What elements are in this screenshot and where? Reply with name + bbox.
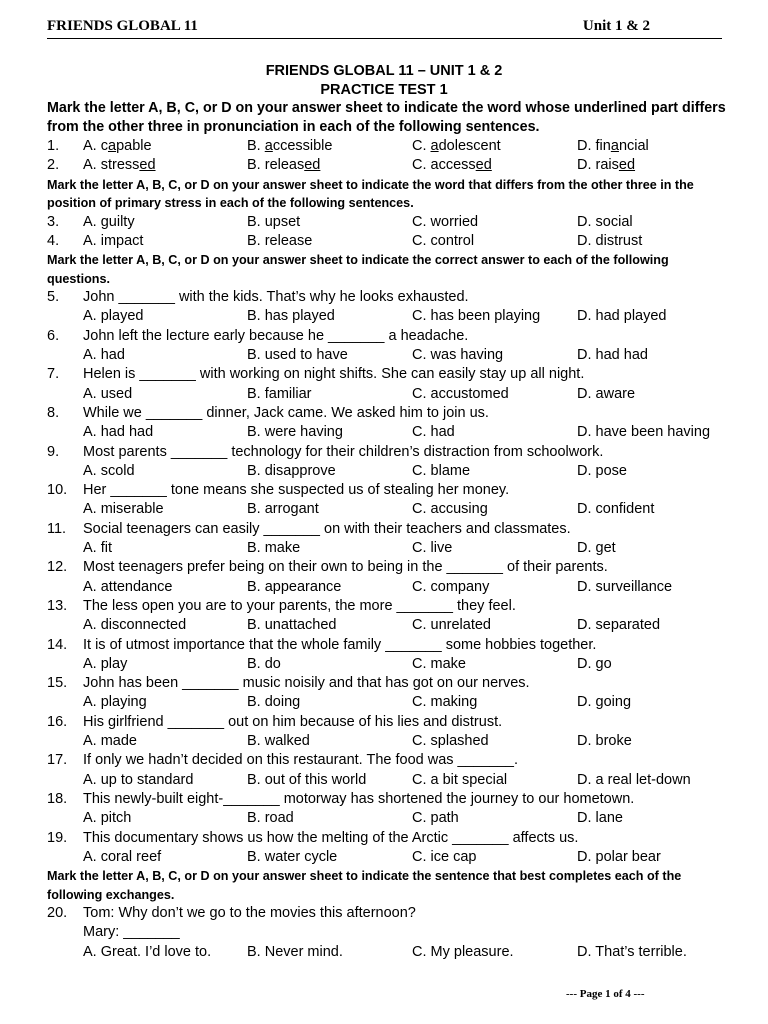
answer-option: B. has played [247, 308, 335, 325]
option-letter: C. [412, 138, 431, 154]
answer-option: C. company [412, 578, 490, 595]
answer-option: C. accusing [412, 501, 488, 518]
answer-option: A. Great. I’d love to. [83, 943, 212, 960]
question-text: While we _______ dinner, Jack came. We asked him to join us. [83, 404, 489, 421]
question-text: His girlfriend _______ out on him because of his lies and distrust. [83, 713, 503, 730]
option-underlined-part: a [430, 138, 439, 154]
option-word-part: dolescent [438, 138, 501, 154]
answer-option: C. accustomed [412, 385, 509, 402]
answer-option: A. played [83, 308, 144, 325]
section-instruction: Mark the letter A, B, C, or D on your answer sheet to indicate the word whose underlined part differs from the other three in pronunciation in each of the following sentences. [47, 100, 726, 135]
answer-options [47, 578, 727, 597]
option-word-part: c [100, 138, 108, 154]
question-number: 18. [47, 790, 68, 807]
option-underlined-part: ed [475, 157, 492, 174]
answer-options [47, 539, 727, 558]
answer-option: C. a bit special [412, 771, 508, 788]
answer-option: B. appearance [247, 578, 342, 595]
answer-option: D. pose [577, 462, 627, 479]
answer-option: D. lane [577, 810, 623, 827]
answer-option: B. do [247, 655, 281, 672]
answer-option: B. used to have [247, 347, 348, 364]
answer-options [47, 943, 727, 962]
answer-options [47, 616, 727, 635]
answer-option: D. broke [577, 733, 632, 750]
answer-option: A. playing [83, 694, 147, 711]
option-word-part: ncial [618, 138, 649, 154]
answer-option: A. coral reef [83, 848, 162, 865]
answer-option: D. a real let-down [577, 771, 691, 788]
answer-options [47, 771, 727, 790]
question-number: 19. [47, 829, 68, 846]
answer-option: A. used [83, 385, 133, 402]
question-text: The less open you are to your parents, the more _______ they feel. [83, 597, 516, 614]
question-text: This documentary shows us how the melting of the Arctic _______ affects us. [83, 829, 579, 846]
answer-option: D. have been having [577, 424, 711, 441]
option-letter: D. [577, 138, 596, 154]
question-number: 8. [47, 404, 60, 421]
answer-options [47, 655, 727, 674]
option-letter: B. [247, 138, 265, 154]
answer-option: D. surveillance [577, 578, 673, 595]
answer-option: C. control [412, 232, 475, 249]
question-text: John _______ with the kids. That’s why he looks exhausted. [83, 289, 469, 306]
option-letter: A. [83, 138, 101, 154]
question-number: 3. [47, 213, 60, 230]
option-word-part: stress [100, 157, 140, 174]
answer-option: B. were having [247, 424, 343, 441]
question-number: 16. [47, 713, 68, 730]
option-word-part: rais [595, 157, 619, 174]
answer-options [47, 693, 727, 712]
answer-option [577, 156, 635, 175]
question-stem [47, 443, 727, 462]
option-word-part: pable [116, 138, 152, 154]
test-title: FRIENDS GLOBAL 11 – UNIT 1 & 2 [265, 63, 503, 79]
question-stem [47, 597, 727, 616]
answer-option: B. disapprove [247, 462, 336, 479]
question-stem [47, 404, 727, 423]
answer-options [47, 307, 727, 326]
answer-option: C. blame [412, 462, 471, 479]
answer-option: A. disconnected [83, 617, 187, 634]
answer-option [247, 137, 332, 156]
question-number: 4. [47, 232, 60, 249]
question-text: John has been _______ music noisily and that has got on our nerves. [83, 675, 530, 692]
answer-option: B. walked [247, 733, 310, 750]
answer-option [412, 137, 501, 156]
question-number: 12. [47, 559, 68, 576]
question-text: If only we hadn’t decided on this restaurant. The food was _______. [83, 752, 519, 769]
question-number: 10. [47, 482, 68, 499]
answer-option: D. had played [577, 308, 667, 325]
question-number: 1. [47, 138, 60, 154]
answer-option: A. pitch [83, 810, 132, 827]
question-text: Most parents _______ technology for their children’s distraction from schoolwork. [83, 443, 604, 460]
option-word-part: fin [595, 138, 611, 154]
question-number: 20. [47, 905, 68, 922]
answer-options [47, 213, 727, 232]
answer-options [47, 156, 727, 175]
answer-option [83, 156, 156, 175]
option-letter: D. [577, 157, 596, 174]
answer-options [47, 385, 727, 404]
section-instruction: Mark the letter A, B, C, or D on your answer sheet to indicate the sentence that best completes each of the following exchanges. [47, 869, 682, 902]
answer-option: D. go [577, 655, 612, 672]
answer-option: A. impact [83, 232, 144, 249]
answer-option: B. familiar [247, 385, 312, 402]
answer-option: C. path [412, 810, 459, 827]
answer-option [577, 137, 649, 156]
question-stem [47, 829, 727, 848]
question-text: John left the lecture early because he _______ a headache. [83, 327, 469, 344]
answer-option: A. scold [83, 462, 135, 479]
answer-options [47, 809, 727, 828]
answer-option: C. worried [412, 213, 479, 230]
answer-option: C. make [412, 655, 466, 672]
answer-option: A. play [83, 655, 128, 672]
question-number: 14. [47, 636, 68, 653]
question-stem [47, 481, 727, 500]
question-text: Mary: _______ [83, 924, 180, 941]
answer-options [47, 732, 727, 751]
option-underlined-part: ed [618, 157, 636, 174]
question-text: Helen is _______ with working on night shifts. She can easily stay up all night. [83, 366, 585, 383]
page-header [47, 18, 722, 39]
answer-option: A. miserable [83, 501, 164, 518]
answer-option [83, 137, 152, 156]
question-number: 15. [47, 675, 68, 692]
option-underlined-part: a [610, 138, 619, 154]
answer-option: C. has been playing [412, 308, 541, 325]
option-word-part: releas [264, 157, 305, 174]
answer-option: B. road [247, 810, 294, 827]
option-letter: C. [412, 157, 431, 174]
question-stem [47, 558, 727, 577]
question-text: Her _______ tone means she suspected us of stealing her money. [83, 482, 510, 499]
question-number: 13. [47, 597, 68, 614]
answer-options [47, 137, 727, 156]
answer-option: D. get [577, 540, 616, 557]
answer-options [47, 500, 727, 519]
answer-option: C. live [412, 540, 453, 557]
answer-option: A. up to standard [83, 771, 194, 788]
question-stem [47, 713, 727, 732]
answer-option: D. That’s terrible. [577, 943, 687, 960]
option-word-part: ccessible [272, 138, 333, 154]
answer-option: D. going [577, 694, 632, 711]
answer-option: D. distrust [577, 232, 643, 249]
answer-option: C. had [412, 424, 455, 441]
answer-option: B. Never mind. [247, 943, 343, 960]
header-right: Unit 1 & 2 [582, 18, 650, 34]
question-number: 7. [47, 366, 60, 383]
question-stem [47, 790, 727, 809]
answer-option: B. make [247, 540, 301, 557]
answer-option: B. release [247, 232, 313, 249]
question-stem-continued [47, 923, 727, 942]
answer-options [47, 462, 727, 481]
question-number: 5. [47, 289, 60, 306]
answer-option: C. splashed [412, 733, 489, 750]
test-content [47, 99, 727, 962]
answer-option: A. guilty [83, 213, 135, 230]
answer-options [47, 346, 727, 365]
answer-option: A. had had [83, 424, 154, 441]
question-number: 6. [47, 327, 60, 344]
answer-option: B. arrogant [247, 501, 319, 518]
answer-option: A. had [83, 347, 125, 364]
answer-option: A. made [83, 733, 137, 750]
option-underlined-part: ed [304, 157, 321, 174]
answer-option: B. out of this world [247, 771, 367, 788]
answer-option: D. polar bear [577, 848, 661, 865]
question-number: 11. [47, 520, 67, 537]
answer-option: B. water cycle [247, 848, 338, 865]
answer-option: D. social [577, 213, 633, 230]
question-stem [47, 327, 727, 346]
question-stem [47, 751, 727, 770]
question-text: Social teenagers can easily _______ on with their teachers and classmates. [83, 520, 571, 537]
answer-option: A. fit [83, 540, 113, 557]
answer-option [247, 156, 320, 175]
answer-option: C. making [412, 694, 478, 711]
answer-options [47, 848, 727, 867]
section-instruction: Mark the letter A, B, C, or D on your answer sheet to indicate the word that differs from the other three in the position of primary stress in each of the following sentences. [47, 177, 694, 211]
answer-option: B. unattached [247, 617, 337, 634]
option-letter: A. [83, 157, 101, 174]
question-stem [47, 904, 727, 923]
question-text: Most teenagers prefer being on their own to being in the _______ of their parents. [83, 559, 608, 576]
answer-option: B. doing [247, 694, 301, 711]
header-left: FRIENDS GLOBAL 11 [47, 18, 198, 34]
question-number: 9. [47, 443, 60, 460]
option-underlined-part: a [264, 138, 273, 154]
answer-option: D. had had [577, 347, 648, 364]
answer-option: D. confident [577, 501, 655, 518]
question-stem [47, 520, 727, 539]
answer-option: C. was having [412, 347, 504, 364]
option-word-part: access [430, 157, 476, 174]
answer-options [47, 423, 727, 442]
answer-option: C. My pleasure. [412, 943, 514, 960]
answer-options [47, 232, 727, 251]
answer-option: B. upset [247, 213, 301, 230]
question-stem [47, 636, 727, 655]
answer-option: D. aware [577, 385, 636, 402]
answer-option: C. unrelated [412, 617, 491, 634]
answer-option [412, 156, 492, 175]
question-stem [47, 674, 727, 693]
page-footer: --- Page 1 of 4 --- [566, 988, 645, 1000]
question-stem [47, 365, 727, 384]
option-letter: B. [247, 157, 265, 174]
test-subtitle: PRACTICE TEST 1 [320, 82, 448, 98]
section-instruction: Mark the letter A, B, C, or D on your answer sheet to indicate the correct answer to each of the following questions. [47, 253, 669, 286]
option-underlined-part: a [107, 138, 117, 154]
question-stem [47, 288, 727, 307]
answer-option: A. attendance [83, 578, 173, 595]
question-text: This newly-built eight-_______ motorway has shortened the journey to our hometown. [83, 790, 635, 807]
answer-option: C. ice cap [412, 848, 477, 865]
question-text: Tom: Why don’t we go to the movies this afternoon? [83, 905, 416, 922]
question-text: It is of utmost importance that the whole family _______ some hobbies together. [83, 636, 597, 653]
question-number: 17. [47, 752, 68, 769]
answer-option: D. separated [577, 617, 661, 634]
question-number: 2. [47, 157, 60, 174]
option-underlined-part: ed [139, 157, 156, 174]
